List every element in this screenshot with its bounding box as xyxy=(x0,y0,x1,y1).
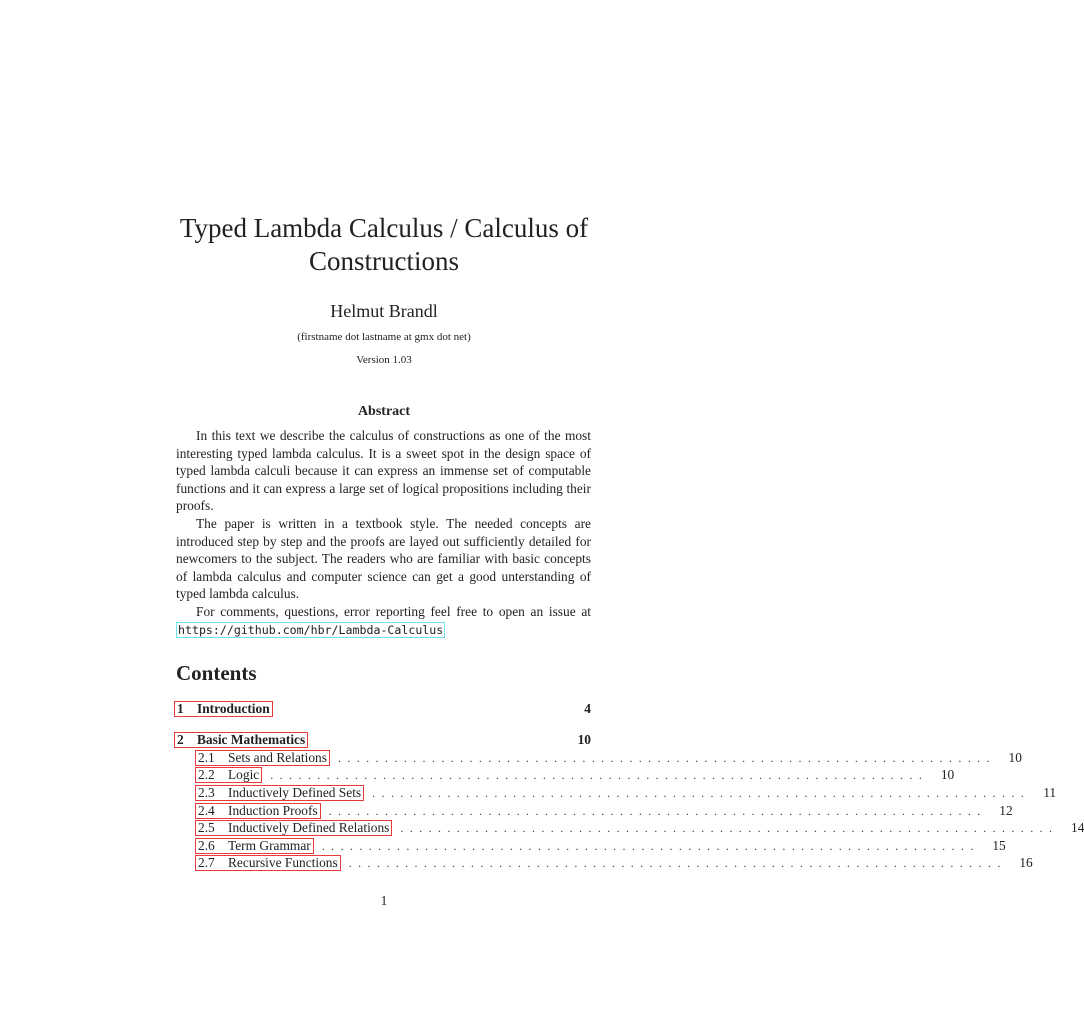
toc-section-link-logic[interactable] xyxy=(195,767,262,783)
toc-section-title: Induction Proofs xyxy=(228,802,318,818)
toc-section-link-inductively-defined-relations[interactable] xyxy=(195,820,392,836)
toc-section-number: 2.6 xyxy=(198,837,215,853)
toc-leader-dots: ...................................................................... xyxy=(400,821,1059,836)
abstract-heading: Abstract xyxy=(357,404,411,419)
document-title: Typed Lambda Calculus / Calculus of Constructions xyxy=(179,213,589,276)
toc-leader-dots: ...................................................................... xyxy=(328,803,987,818)
toc-chapter-row xyxy=(174,700,591,718)
toc-section-row xyxy=(174,784,1057,802)
toc-chapter-title: Basic Mathematics xyxy=(197,732,306,748)
abstract-paragraph xyxy=(176,603,591,639)
toc-section-link-term-grammar[interactable] xyxy=(195,838,314,854)
author-name: Helmut Brandl xyxy=(330,301,438,321)
toc-page-number: 4 xyxy=(584,701,591,716)
toc-section-link-recursive-functions[interactable] xyxy=(195,855,341,871)
toc-chapter-number: 2 xyxy=(177,732,184,748)
author-email: (firstname dot lastname at gmx dot net) xyxy=(297,331,471,343)
toc-page-number: 10 xyxy=(1008,749,1022,765)
toc-section-link-induction-proofs[interactable] xyxy=(195,803,321,819)
toc-page-number: 10 xyxy=(940,767,955,783)
toc-section-row xyxy=(174,802,1013,820)
toc-section-row xyxy=(174,749,1022,767)
toc-leader-dots: ...................................................................... xyxy=(321,838,980,853)
toc-chapter-number: 1 xyxy=(177,701,184,716)
toc-leader-dots: ...................................................................... xyxy=(270,768,929,783)
toc-leader-dots: ...................................................................... xyxy=(348,856,1007,871)
page-number: 1 xyxy=(380,893,388,908)
toc-section-number: 2.5 xyxy=(198,820,215,836)
toc-section-title: Logic xyxy=(228,767,260,783)
abstract-paragraph: The paper is written in a textbook style. The needed concepts are introduced step by step and the proofs are layed out sufficiently detailed for newcomers to the subject. The readers who are familiar with basic concepts of lambda calculus and computer science can get a good unterstanding of typed lambda calculus. xyxy=(176,515,591,602)
toc-page-number: 10 xyxy=(577,732,591,748)
toc-chapter-row xyxy=(174,731,591,749)
toc-section-number: 2.2 xyxy=(198,767,215,783)
toc-section-number: 2.4 xyxy=(198,802,215,818)
toc-leader-dots: ...................................................................... xyxy=(372,785,1031,800)
toc-chapter-link-basic-mathematics[interactable] xyxy=(174,732,308,748)
toc-section-title: Term Grammar xyxy=(228,837,311,853)
abstract-paragraph-text: For comments, questions, error reporting feel free to open an issue at xyxy=(196,603,591,619)
toc-chapter-link-introduction[interactable] xyxy=(174,701,273,717)
toc-section-link-inductively-defined-sets[interactable] xyxy=(195,785,364,801)
toc-section-row xyxy=(174,766,955,784)
toc-page-number: 14 xyxy=(1071,820,1084,836)
toc-section-title: Inductively Defined Relations xyxy=(228,820,390,836)
toc-chapter-title: Introduction xyxy=(197,701,270,716)
toc-section-title: Sets and Relations xyxy=(228,749,327,765)
version-label: Version 1.03 xyxy=(356,354,412,366)
github-url-link[interactable]: https://github.com/hbr/Lambda-Calculus xyxy=(178,622,444,637)
table-of-contents xyxy=(174,700,1084,872)
toc-section-number: 2.7 xyxy=(198,855,215,871)
toc-section-row xyxy=(174,819,1084,837)
toc-section-title: Recursive Functions xyxy=(228,855,338,871)
toc-page-number: 16 xyxy=(1019,855,1033,871)
toc-page-number: 11 xyxy=(1043,784,1057,800)
toc-section-row xyxy=(174,837,1006,855)
toc-section-title: Inductively Defined Sets xyxy=(228,784,362,800)
abstract-paragraph: In this text we describe the calculus of constructions as one of the most interesting typed lambda calculus. It is a sweet spot in the design space of typed lambda calculi because it can express an immense set of computable functions and it can express a large set of logical propositions including their proofs. xyxy=(176,428,591,514)
toc-section-row xyxy=(174,854,1033,872)
contents-heading: Contents xyxy=(176,661,257,685)
toc-page-number: 15 xyxy=(992,837,1006,853)
toc-section-link-sets-and-relations[interactable] xyxy=(195,750,330,766)
toc-section-number: 2.3 xyxy=(198,784,215,800)
toc-leader-dots: ...................................................................... xyxy=(337,750,996,765)
toc-page-number: 12 xyxy=(999,802,1013,818)
toc-section-number: 2.1 xyxy=(198,749,215,765)
abstract-body xyxy=(176,427,591,639)
